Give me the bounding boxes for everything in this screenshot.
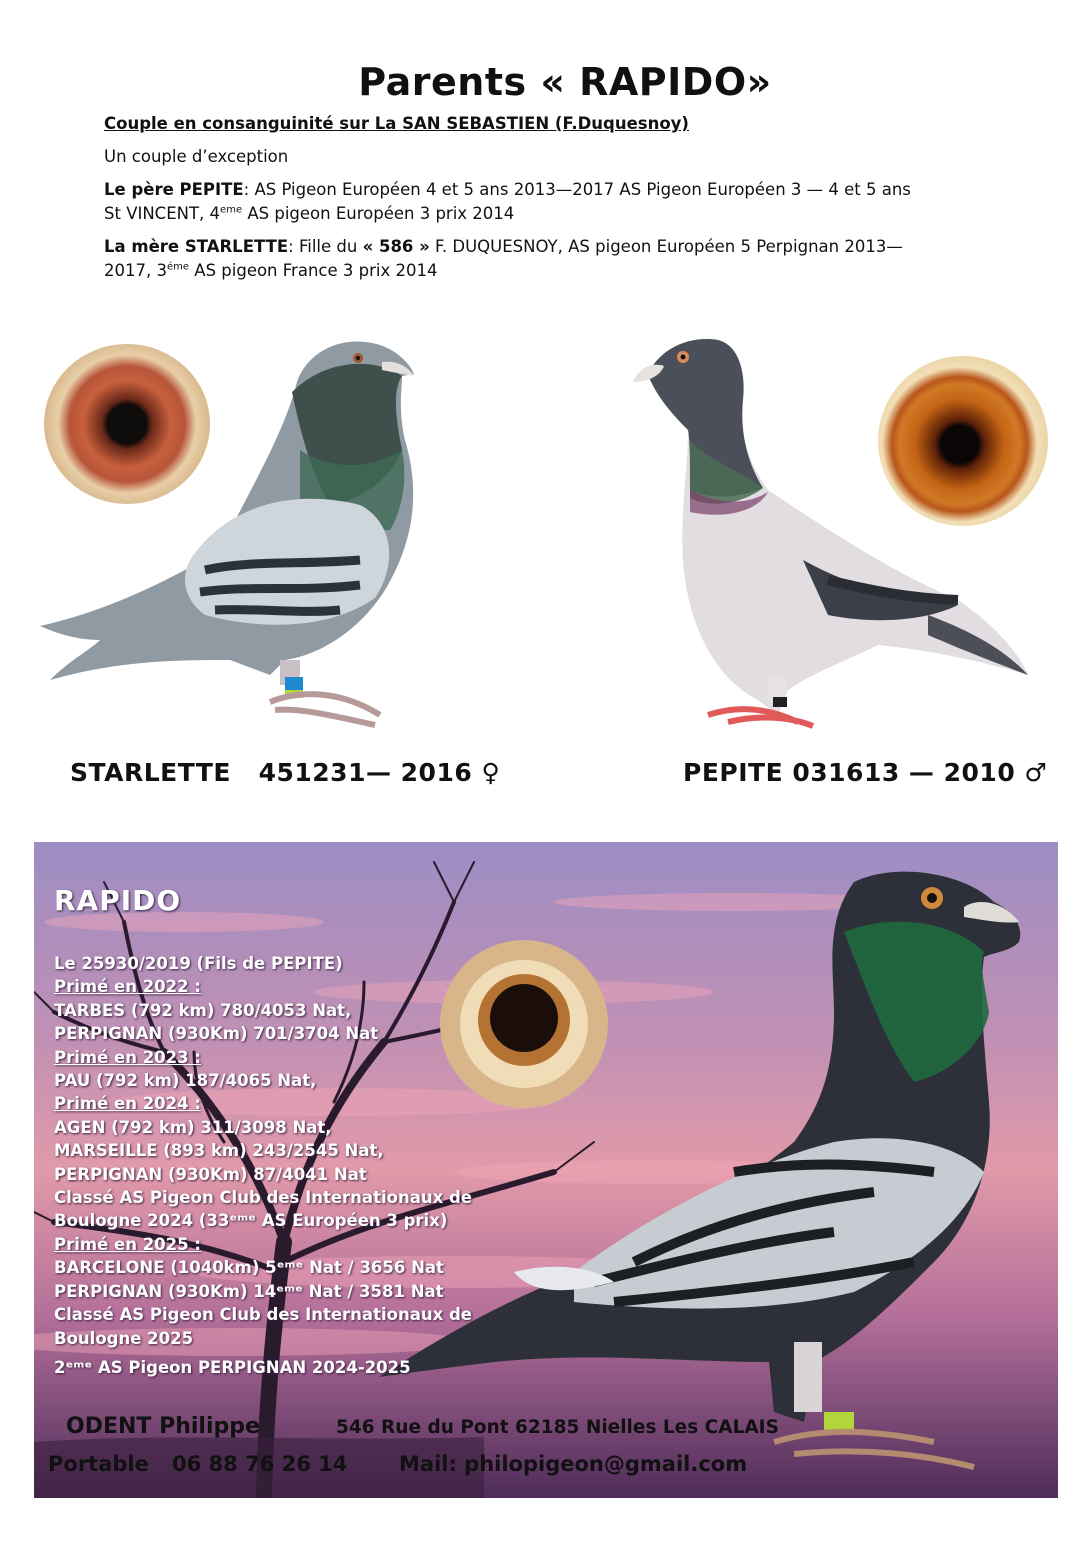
mother-text-mid: F. DUQUESNOY, AS pigeon Européen 5 Perpignan 2013—2017, 3 bbox=[104, 237, 903, 280]
poster-record-line: PERPIGNAN (930Km) 87/4041 Nat bbox=[54, 1164, 367, 1184]
poster-year-heading: Primé en 2024 : bbox=[54, 1094, 201, 1114]
phone-label: Portable bbox=[48, 1452, 149, 1476]
poster-record-line: Classé AS Pigeon Club des Internationaux de bbox=[54, 1305, 472, 1325]
starlette-caption: STARLETTE 451231— 2016 ♀ bbox=[70, 758, 501, 787]
subtitle: Couple en consanguinité sur La SAN SEBASTIEN (F.Duquesnoy) bbox=[104, 114, 689, 133]
poster-year-heading: Primé en 2025 : bbox=[54, 1234, 201, 1254]
poster-record-line: Classé AS Pigeon Club des Internationaux de bbox=[54, 1188, 472, 1208]
father-paragraph bbox=[104, 178, 924, 226]
poster-record-line: PAU (792 km) 187/4065 Nat, bbox=[54, 1071, 317, 1091]
mother-text: : Fille du bbox=[288, 237, 363, 256]
poster-record-line: MARSEILLE (893 km) 243/2545 Nat, bbox=[54, 1141, 384, 1161]
poster-record-line: Boulogne 2025 bbox=[54, 1328, 194, 1348]
father-sup: eme bbox=[220, 204, 243, 216]
poster-year-heading: Primé en 2023 : bbox=[54, 1047, 201, 1067]
poster-title: RAPIDO bbox=[54, 884, 182, 917]
poster-year-heading: Primé en 2022 : bbox=[54, 977, 201, 997]
mother-paragraph bbox=[104, 235, 924, 283]
mother-586: « 586 » bbox=[362, 237, 430, 256]
pepite-caption: PEPITE 031613 — 2010 ♂ bbox=[683, 758, 1048, 787]
mother-text-end: AS pigeon France 3 prix 2014 bbox=[189, 261, 438, 280]
owner-name: ODENT Philippe bbox=[66, 1414, 260, 1439]
mother-sup: éme bbox=[166, 261, 190, 273]
poster-record-line: Le 25930/2019 (Fils de PEPITE) bbox=[54, 954, 343, 973]
father-text-end: AS pigeon Européen 3 prix 2014 bbox=[242, 204, 515, 223]
mother-label: La mère STARLETTE bbox=[104, 237, 289, 256]
phone-number: 06 88 76 26 14 bbox=[172, 1452, 348, 1476]
owner-address: 546 Rue du Pont 62185 Nielles Les CALAIS bbox=[336, 1417, 779, 1438]
intro-block bbox=[104, 112, 924, 292]
father-label: Le père PEPITE bbox=[104, 180, 244, 199]
mail-address: Mail: philopigeon@gmail.com bbox=[399, 1452, 748, 1476]
pepite-pigeon-photo bbox=[628, 330, 1038, 730]
poster-record-line: TARBES (792 km) 780/4053 Nat, bbox=[54, 1000, 352, 1020]
poster-record-list bbox=[54, 952, 472, 1379]
father-text: : AS Pigeon Européen 4 et 5 ans 2013—2017 AS Pigeon Européen 3 — 4 et 5 ans St VINCENT, 4 bbox=[104, 180, 911, 223]
poster-record-line: PERPIGNAN (930Km) 14ᵉᵐᵉ Nat / 3581 Nat bbox=[54, 1281, 444, 1301]
poster-record-line: BARCELONE (1040km) 5ᵉᵐᵉ Nat / 3656 Nat bbox=[54, 1258, 444, 1278]
poster-record-line: AGEN (792 km) 311/3098 Nat, bbox=[54, 1117, 332, 1137]
poster-record-line: Boulogne 2024 (33ᵉᵐᵉ AS Européen 3 prix) bbox=[54, 1211, 448, 1231]
page-title: Parents « RAPIDO» bbox=[358, 60, 772, 104]
starlette-pigeon-photo bbox=[30, 330, 430, 730]
poster-record-line: PERPIGNAN (930Km) 701/3704 Nat bbox=[54, 1024, 379, 1044]
tagline: Un couple d’exception bbox=[104, 147, 289, 166]
rapido-poster bbox=[34, 842, 1058, 1498]
poster-record-line: 2ᵉᵐᵉ AS Pigeon PERPIGNAN 2024-2025 bbox=[54, 1357, 411, 1377]
